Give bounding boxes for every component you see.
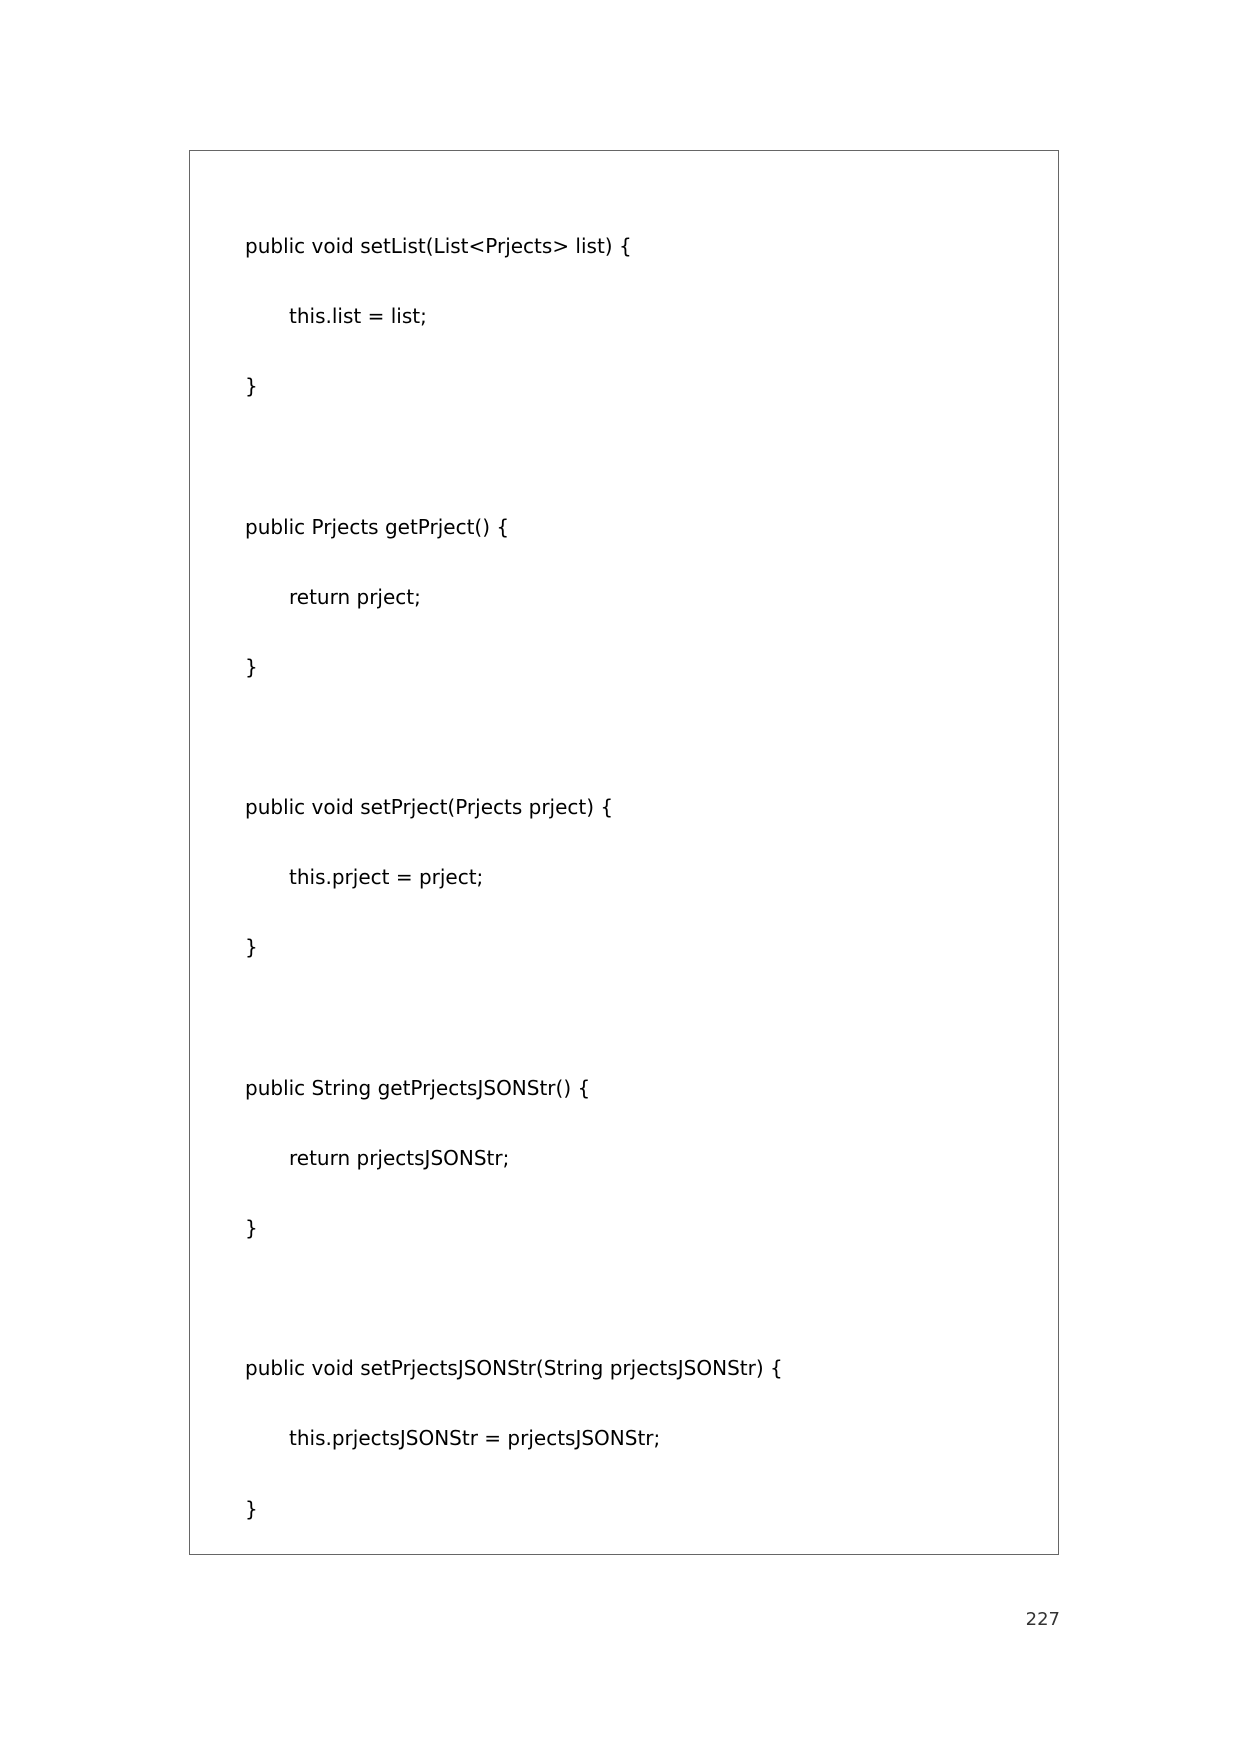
code-line: } xyxy=(245,1216,258,1240)
code-line: public void setPrjectsJSONStr(String prjectsJSONStr) { xyxy=(245,1356,783,1380)
code-line: public void setPrject(Prjects prject) { xyxy=(245,795,614,819)
code-listing-box xyxy=(189,150,1059,1555)
code-line: public void setList(List<Prjects> list) { xyxy=(245,234,632,258)
code-line: } xyxy=(245,655,258,679)
code-line: } xyxy=(245,374,258,398)
code-line: this.prject = prject; xyxy=(289,865,484,889)
code-line: public Prjects getPrject() { xyxy=(245,515,510,539)
page-number: 227 xyxy=(1025,1609,1060,1630)
code-line: return prject; xyxy=(289,585,421,609)
code-line: public String getPrjectsJSONStr() { xyxy=(245,1076,591,1100)
code-line: return prjectsJSONStr; xyxy=(289,1146,510,1170)
code-line: this.prjectsJSONStr = prjectsJSONStr; xyxy=(289,1426,661,1450)
code-line: this.list = list; xyxy=(289,304,427,328)
code-line: } xyxy=(245,1497,258,1521)
code-line: } xyxy=(245,935,258,959)
